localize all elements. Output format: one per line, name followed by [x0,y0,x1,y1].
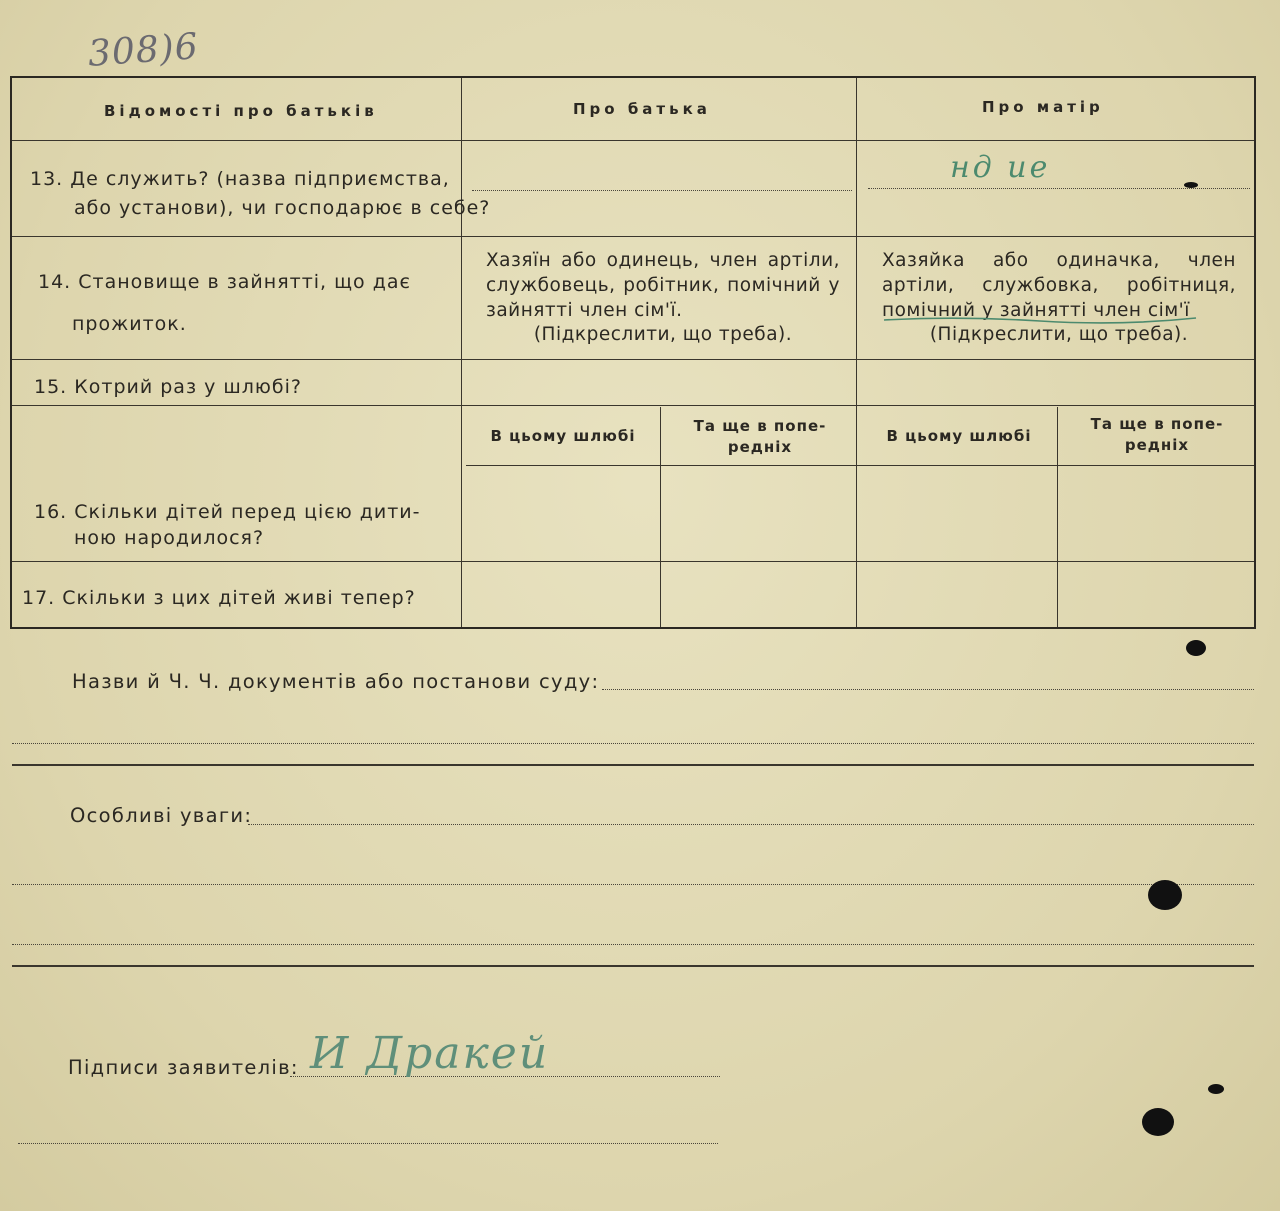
row14-label-line2: прожиток. [72,313,187,335]
header-parents-info: Відомості про батьків [104,102,378,120]
col-divider-2 [856,78,857,627]
documents-label: Назви й Ч. Ч. документів або постанови суду: [72,670,600,693]
documents-field-line1 [602,689,1254,690]
paper-hole [1142,1108,1174,1136]
documents-field-line2 [12,743,1254,744]
paper-hole [1148,880,1182,910]
row14-father-note: (Підкреслити, що треба). [533,324,793,345]
row13-mother-handwriting: нд ие [950,150,1051,185]
row14-mother-underline [880,312,1200,326]
row13-father-field [472,190,852,191]
applicant-signature: И Дракей [310,1028,550,1079]
rule-row15-bottom [12,405,1254,406]
remarks-field-line2 [12,884,1254,885]
subheader-father-this-marriage: В цьому шлюбі [490,427,636,445]
rule-row16-bottom [12,561,1254,562]
remarks-field-line1 [248,824,1254,825]
remarks-label: Особливі уваги: [70,804,253,827]
archive-number-note: 308)6 [86,26,200,75]
subcol-divider-father [660,407,661,627]
rule-row14-bottom [12,359,1254,360]
paper-hole-mark [1208,1084,1224,1094]
row13-mother-field [868,188,1250,189]
subheader-mother-previous-line1: Та ще в попе- [1090,415,1224,433]
rule-header-bottom [12,140,1254,141]
row14-mother-options: Хазяйка або одиначка, член артіли, службовка, робітниця, помічний у зайнятті член сім'ї [882,250,1236,321]
row13-label-line2: або установи), чи господарює в себе? [74,197,491,219]
row14-mother-note: (Підкреслити, що треба). [929,324,1189,345]
row15-label: 15. Котрий раз у шлюбі? [34,376,302,398]
header-mother: Про матір [982,98,1104,116]
rule-subheader-bottom [466,465,1254,466]
subheader-mother-previous [1062,414,1252,456]
header-father: Про батька [573,100,711,118]
col-divider-1 [461,78,462,627]
paper-hole-mark [1186,640,1206,656]
rule-row13-bottom [12,236,1254,237]
documents-separator [12,764,1254,766]
signatures-label: Підписи заявителів: [68,1056,299,1079]
signature-field-line2 [18,1143,718,1144]
subheader-father-previous-line2: редніх [727,438,793,456]
paper-hole-mark [1184,182,1198,188]
subheader-father-previous [665,416,855,458]
row14-father-options: Хазяїн або одинець, член артіли, службовець, робітник, помічний у зайнятті член сім'ї. [486,250,840,321]
row16-label-line2: ною народилося? [74,527,265,549]
remarks-field-line3 [12,944,1254,945]
remarks-separator [12,965,1254,967]
subheader-mother-previous-line2: редніх [1124,436,1190,454]
subheader-mother-this-marriage: В цьому шлюбі [886,427,1032,445]
row16-label-line1: 16. Скільки дітей перед цією дити- [34,501,421,523]
row17-label: 17. Скільки з цих дітей живі тепер? [22,587,416,609]
row13-label-line1: 13. Де служить? (назва підприємства, [30,168,450,190]
subheader-father-previous-line1: Та ще в попе- [693,417,827,435]
row14-label-line1: 14. Становище в зайнятті, що дає [38,271,411,293]
subcol-divider-mother [1057,407,1058,627]
